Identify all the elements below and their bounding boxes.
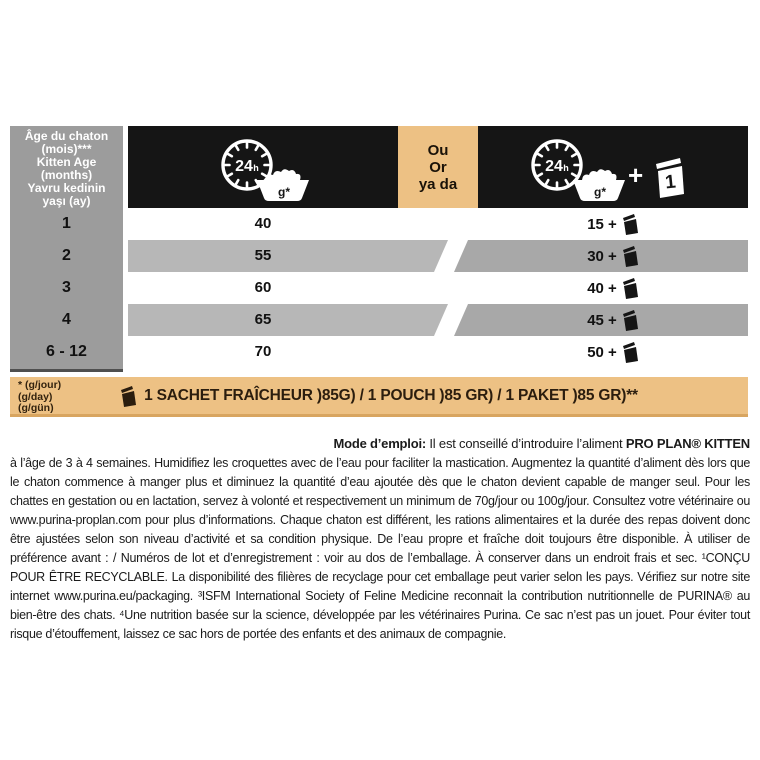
age-cell: 4 (62, 311, 71, 328)
combo-feeding-header-cell (478, 126, 748, 208)
age-cell: 3 (62, 279, 71, 296)
dry-feeding-header-cell (128, 126, 398, 208)
pouch-footnote (10, 377, 748, 414)
dry-amount-cell: 60 (254, 279, 272, 296)
table-row (10, 240, 748, 272)
age-column-bottom-edge (10, 369, 123, 372)
combo-amount-cell (478, 208, 748, 240)
food-bowl-icon (570, 168, 628, 204)
age-header-line: yaşı (ay) (42, 194, 91, 208)
dry-amount-cell: 65 (254, 311, 272, 328)
instructions-title-rest: Il est conseillé d’introduire l’aliment (425, 436, 626, 451)
bowl-grams-label: g* (278, 185, 290, 199)
combo-amount-value: 15 + (587, 215, 617, 233)
pouch-icon (622, 277, 639, 299)
pouch-icon (622, 309, 639, 331)
grams-note-line: (g/day) (18, 390, 53, 403)
age-cell: 2 (62, 247, 71, 264)
table-row (10, 208, 748, 240)
footnote-bar (10, 377, 748, 417)
age-header-line: (months) (40, 168, 93, 182)
combo-amount-value: 30 + (587, 247, 617, 265)
or-label-fr: Ou (427, 141, 449, 159)
plus-sign: + (628, 160, 644, 190)
instructions-title: Mode d’emploi: (333, 436, 426, 451)
pouch-icon (622, 341, 639, 363)
table-row (10, 336, 748, 368)
combo-amount-cell (478, 336, 748, 368)
instructions-body: à l’âge de 3 à 4 semaines. Humidifiez les croquettes avec de l’eau pour faciliter la mastication. Augmentez la quantité d’aliment dès lors que le chaton commence à manger plus et diminuez la quantité d’eau ajoutée dès que le chaton devient capable de manger seul. Pour les chattes en gestation ou en lactation, servez à volonté et respectivement un minimum de 70g/jour ou 100g/jour. Consultez votre vétérinaire ou www.purina-proplan.com pour plus d’informations. Chaque chaton est différent, les rations alimentaires et la durée des repas doivent donc être ajustées selon son niveau d’activité et sa condition physique. De l’eau propre et fraîche doit toujours être disponible. À utiliser de préférence avant : / Numéros de lot et d’enregistrement : voir au dos de l’emballage. À conserver dans un endroit frais et sec. ¹CONÇU POUR ÊTRE RECYCLABLE. La disponibilité des filières de recyclage pour cet emballage peut varier selon les pays. Vérifiez sur notre site internet www.purina.eu/packaging. ³ISFM International Society of Feline Medicine reconnait la contribution nutritionnelle de PURINA® au bien-être des chats. ⁴Une nutrition basée sur la science, développée par les vétérinaires Purina. Ce sac n’est pas un jouet. Pour éviter tout risque d’étouffement, laissez ce sac hors de portée des enfants et des animaux de compagnie. (10, 456, 750, 641)
usage-instructions (10, 436, 750, 644)
age-cell: 1 (62, 215, 71, 232)
table-row (10, 272, 748, 304)
or-column-header (398, 126, 478, 208)
age-header-line: Âge du chaton (24, 129, 109, 143)
age-header-line: Kitten Age (36, 155, 97, 169)
age-cell: 6 - 12 (46, 343, 87, 360)
combo-amount-value: 45 + (587, 311, 617, 329)
or-label-tr: ya da (418, 175, 458, 193)
combo-amount-cell (478, 240, 748, 272)
pouch-icon (120, 385, 137, 407)
clock-24-label: 24 (545, 158, 563, 175)
dry-amount-cell: 55 (254, 247, 272, 264)
wet-food-pouch-icon (653, 154, 687, 198)
pouch-footnote-text: 1 SACHET FRAÎCHEUR )85G) / 1 POUCH )85 GR) / 1 PAKET )85 GR)** (144, 386, 638, 404)
dry-amount-cell: 40 (254, 215, 272, 232)
grams-note-line: (g/gün) (18, 402, 54, 414)
clock-24-label: 24 (235, 158, 253, 175)
combo-amount-cell (478, 272, 748, 304)
pouch-icon (622, 213, 639, 235)
or-label-en: Or (429, 158, 447, 176)
combo-amount-cell (478, 304, 748, 336)
clock-h-label: h (563, 163, 569, 173)
clock-h-label: h (253, 163, 259, 173)
age-header-line: (mois)*** (41, 142, 92, 156)
combo-amount-value: 50 + (587, 343, 617, 361)
combo-amount-value: 40 + (587, 279, 617, 297)
table-row (10, 304, 748, 336)
brand-name: PRO PLAN® KITTEN (625, 436, 750, 451)
instructions-title-line (10, 436, 750, 451)
pouch-icon (622, 245, 639, 267)
food-bowl-icon (254, 168, 312, 204)
dry-amount-cell: 70 (254, 343, 272, 360)
age-header-line: Yavru kedinin (27, 181, 106, 195)
pouch-count-label: 1 (664, 171, 677, 194)
grams-note-line: * (g/jour) (18, 379, 62, 391)
age-column-header (10, 130, 123, 208)
bowl-grams-label: g* (594, 185, 606, 199)
